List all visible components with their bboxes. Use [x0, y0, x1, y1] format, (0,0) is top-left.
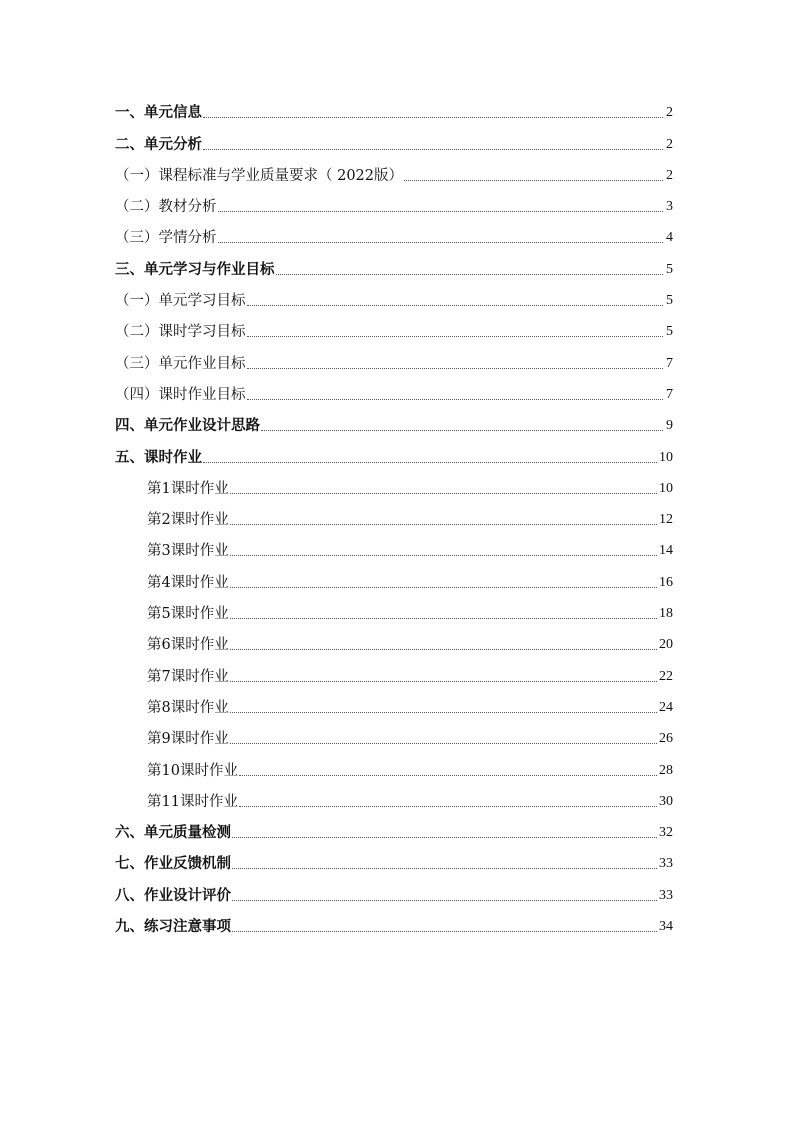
toc-dot-leader — [203, 117, 663, 118]
toc-entry-page-number: 2 — [666, 167, 673, 183]
table-of-contents — [115, 92, 673, 937]
toc-entry[interactable] — [115, 593, 673, 624]
toc-dot-leader — [247, 399, 664, 400]
toc-entry-title: （三）单元作业目标 — [115, 355, 246, 372]
toc-entry-page-number: 20 — [659, 637, 673, 653]
toc-entry[interactable] — [115, 812, 673, 843]
toc-dot-leader — [230, 493, 657, 494]
toc-entry[interactable] — [115, 436, 673, 467]
toc-entry-page-number: 28 — [659, 762, 673, 778]
toc-dot-leader — [239, 806, 657, 807]
toc-entry-title: 第5课时作业 — [147, 606, 229, 623]
toc-entry-page-number: 14 — [659, 543, 673, 559]
toc-entry[interactable] — [115, 781, 673, 812]
toc-entry-page-number: 2 — [666, 105, 673, 121]
toc-dot-leader — [230, 587, 657, 588]
toc-entry-title: （一）单元学习目标 — [115, 293, 246, 310]
toc-entry-page-number: 9 — [666, 418, 673, 434]
toc-dot-leader — [203, 149, 663, 150]
toc-dot-leader — [218, 211, 664, 212]
toc-entry[interactable] — [115, 342, 673, 373]
toc-entry[interactable] — [115, 749, 673, 780]
toc-dot-leader — [247, 368, 664, 369]
toc-entry-title: 三、单元学习与作业目标 — [115, 260, 275, 278]
toc-entry[interactable] — [115, 92, 673, 123]
toc-entry-title: 第9课时作业 — [147, 731, 229, 748]
toc-entry-page-number: 12 — [659, 512, 673, 528]
toc-dot-leader — [230, 618, 657, 619]
toc-entry[interactable] — [115, 718, 673, 749]
toc-entry-page-number: 5 — [666, 293, 673, 309]
toc-entry-title: 四、单元作业设计思路 — [115, 417, 260, 435]
toc-entry[interactable] — [115, 155, 673, 186]
toc-entry-page-number: 2 — [666, 136, 673, 152]
toc-entry-title: 第11课时作业 — [147, 793, 238, 810]
toc-entry[interactable] — [115, 468, 673, 499]
toc-entry[interactable] — [115, 499, 673, 530]
toc-entry-title: （二）教材分析 — [115, 199, 217, 216]
toc-entry-title: 第4课时作业 — [147, 574, 229, 591]
toc-entry-title: （四）课时作业目标 — [115, 386, 246, 403]
toc-dot-leader — [276, 274, 664, 275]
toc-dot-leader — [218, 242, 664, 243]
toc-entry-title: 五、课时作业 — [115, 448, 202, 466]
toc-entry[interactable] — [115, 123, 673, 154]
toc-dot-leader — [203, 462, 657, 463]
toc-entry-page-number: 5 — [666, 261, 673, 277]
toc-entry[interactable] — [115, 248, 673, 279]
toc-entry[interactable] — [115, 561, 673, 592]
toc-entry-title: （一）课程标准与学业质量要求（ 2022版） — [115, 167, 404, 184]
toc-entry[interactable] — [115, 280, 673, 311]
toc-entry-page-number: 34 — [659, 919, 673, 935]
toc-entry[interactable] — [115, 843, 673, 874]
toc-entry-title: 八、作业设计评价 — [115, 886, 231, 904]
toc-dot-leader — [232, 931, 657, 932]
toc-entry-page-number: 16 — [659, 574, 673, 590]
toc-entry-page-number: 26 — [659, 731, 673, 747]
toc-entry-title: 第2课时作业 — [147, 512, 229, 529]
toc-entry-page-number: 10 — [659, 449, 673, 465]
toc-entry-title: 第3课时作业 — [147, 543, 229, 560]
toc-entry[interactable] — [115, 655, 673, 686]
toc-entry-title: 第8课时作业 — [147, 699, 229, 716]
toc-entry[interactable] — [115, 874, 673, 905]
toc-entry-title: 第7课时作业 — [147, 668, 229, 685]
toc-entry-page-number: 33 — [659, 887, 673, 903]
toc-entry-title: 第1课时作业 — [147, 480, 229, 497]
toc-dot-leader — [404, 180, 663, 181]
toc-entry-page-number: 22 — [659, 668, 673, 684]
toc-entry[interactable] — [115, 405, 673, 436]
toc-dot-leader — [239, 775, 657, 776]
toc-dot-leader — [230, 743, 657, 744]
toc-entry-page-number: 3 — [666, 199, 673, 215]
toc-entry[interactable] — [115, 311, 673, 342]
toc-entry-page-number: 10 — [659, 480, 673, 496]
toc-entry-page-number: 7 — [666, 386, 673, 402]
toc-entry-title: 七、作业反馈机制 — [115, 855, 231, 873]
toc-entry-page-number: 4 — [666, 230, 673, 246]
toc-dot-leader — [230, 555, 657, 556]
toc-entry-title: （三）学情分析 — [115, 230, 217, 247]
toc-entry-title: 六、单元质量检测 — [115, 824, 231, 842]
toc-dot-leader — [230, 681, 657, 682]
toc-entry-page-number: 33 — [659, 856, 673, 872]
toc-entry-title: 二、单元分析 — [115, 135, 202, 153]
toc-entry-page-number: 32 — [659, 825, 673, 841]
toc-entry[interactable] — [115, 217, 673, 248]
toc-entry[interactable] — [115, 374, 673, 405]
toc-entry-page-number: 24 — [659, 699, 673, 715]
toc-entry-page-number: 5 — [666, 324, 673, 340]
toc-dot-leader — [261, 430, 663, 431]
toc-dot-leader — [230, 524, 657, 525]
toc-entry-page-number: 7 — [666, 355, 673, 371]
toc-dot-leader — [230, 712, 657, 713]
toc-dot-leader — [247, 336, 664, 337]
toc-entry[interactable] — [115, 906, 673, 937]
toc-dot-leader — [232, 837, 657, 838]
toc-dot-leader — [247, 305, 664, 306]
toc-entry-title: 九、练习注意事项 — [115, 918, 231, 936]
toc-dot-leader — [232, 900, 657, 901]
toc-entry-title: （二）课时学习目标 — [115, 324, 246, 341]
toc-entry-title: 第10课时作业 — [147, 762, 238, 779]
toc-entry-page-number: 30 — [659, 793, 673, 809]
toc-dot-leader — [230, 649, 657, 650]
toc-entry[interactable] — [115, 624, 673, 655]
toc-entry[interactable] — [115, 687, 673, 718]
toc-entry[interactable] — [115, 186, 673, 217]
toc-entry-title: 第6课时作业 — [147, 637, 229, 654]
toc-entry[interactable] — [115, 530, 673, 561]
toc-entry-page-number: 18 — [659, 606, 673, 622]
toc-entry-title: 一、单元信息 — [115, 104, 202, 122]
toc-dot-leader — [232, 868, 657, 869]
